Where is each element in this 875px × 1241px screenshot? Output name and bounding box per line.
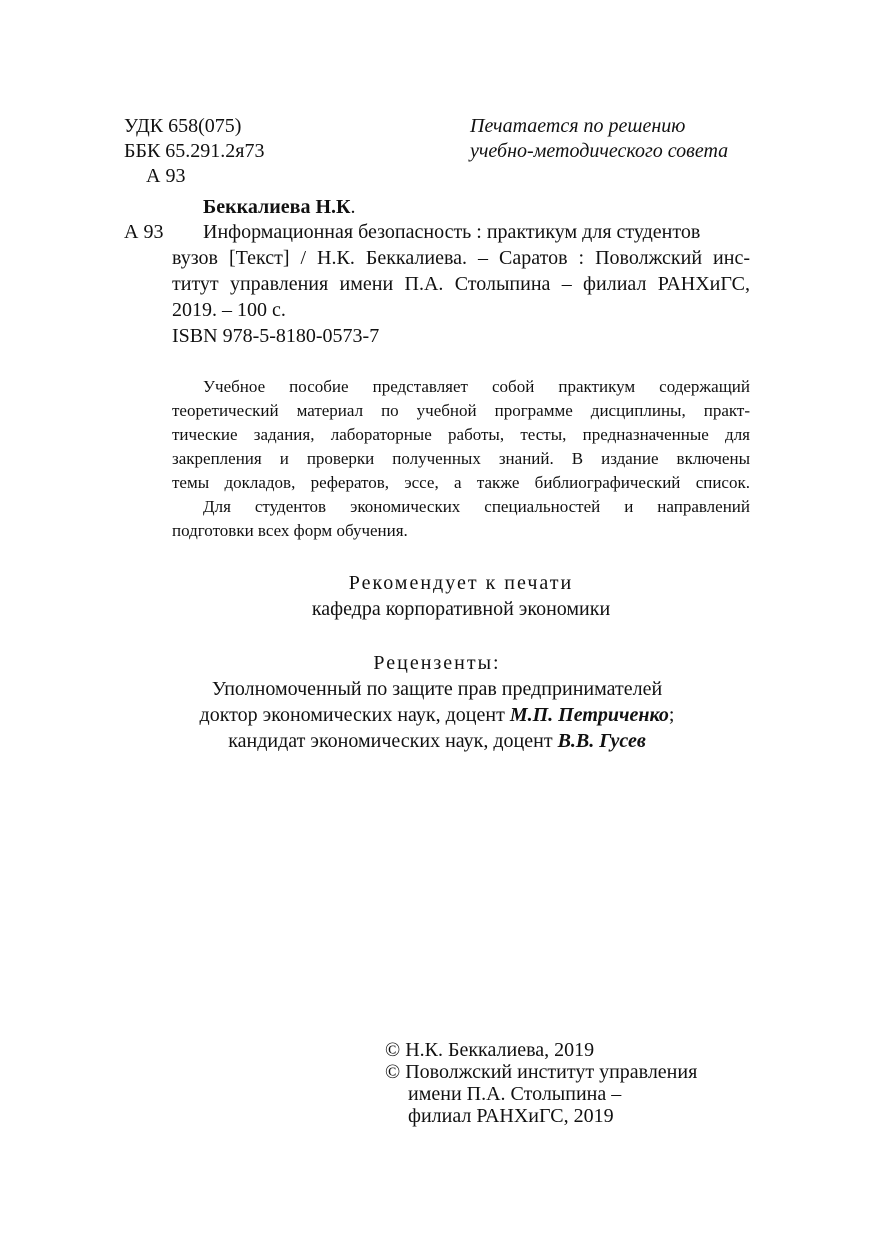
copyright-line-3: имени П.А. Столыпина – — [408, 1083, 622, 1105]
annotation-line-5: темы докладов, рефератов, эссе, а также библиографический список. — [172, 473, 750, 492]
audience-line-1: Для студентов экономических специальностей и направлений — [203, 497, 750, 516]
reviewers-line-2 — [124, 702, 750, 728]
approval-line-1: Печатается по решению — [470, 115, 686, 137]
author-mark: А 93 — [146, 165, 186, 187]
bib-line-1: Информационная безопасность : практикум для студентов — [203, 221, 701, 243]
isbn: ISBN 978-5-8180-0573-7 — [172, 325, 380, 347]
bib-line-4: 2019. – 100 с. — [172, 299, 286, 321]
reviewer-1-name: М.П. Петриченко — [509, 704, 669, 726]
copyright-line-2: © Поволжский институт управления — [385, 1061, 698, 1083]
reviewer-2-title: кандидат экономических наук, доцент — [228, 730, 558, 752]
approval-line-2: учебно-методического совета — [470, 140, 729, 162]
bbk-code: ББК 65.291.2я73 — [124, 140, 265, 162]
annotation-line-3: тические задания, лабораторные работы, тесты, предназначенные для — [172, 425, 750, 444]
copyright-line-4: филиал РАНХиГС, 2019 — [408, 1105, 614, 1127]
reviewer-1-suffix: ; — [668, 704, 675, 726]
annotation-line-1: Учебное пособие представляет собой практикум содержащий — [203, 377, 750, 396]
reviewers-line-3 — [124, 728, 750, 754]
bib-author-dot: . — [350, 196, 356, 218]
annotation-line-2: теоретический материал по учебной программе дисциплины, практ- — [172, 401, 750, 420]
reviewer-1-title: доктор экономических наук, доцент — [199, 704, 510, 726]
recommendation-heading: Рекомендует к печати — [348, 572, 574, 594]
copyright-line-1: © Н.К. Беккалиева, 2019 — [385, 1039, 595, 1061]
audience-line-2: подготовки всех форм обучения. — [172, 521, 408, 540]
bib-line-3: титут управления имени П.А. Столыпина – филиал РАНХиГС, — [172, 273, 750, 295]
bib-margin-mark: А 93 — [124, 221, 164, 243]
bib-line-2: вузов [Текст] / Н.К. Беккалиева. – Саратов : Поволжский инс- — [172, 247, 750, 269]
annotation-line-4: закрепления и проверки полученных знаний. В издание включены — [172, 449, 750, 468]
reviewers-line-1: Уполномоченный по защите прав предпринимателей — [211, 678, 663, 700]
reviewers-heading: Рецензенты: — [373, 652, 501, 674]
bib-author-line — [203, 194, 356, 220]
udk-code: УДК 658(075) — [124, 115, 242, 137]
reviewer-2-name: В.В. Гусев — [557, 730, 646, 752]
bib-author: Беккалиева Н.К — [203, 196, 351, 218]
recommendation-department: кафедра корпоративной экономики — [311, 598, 611, 620]
